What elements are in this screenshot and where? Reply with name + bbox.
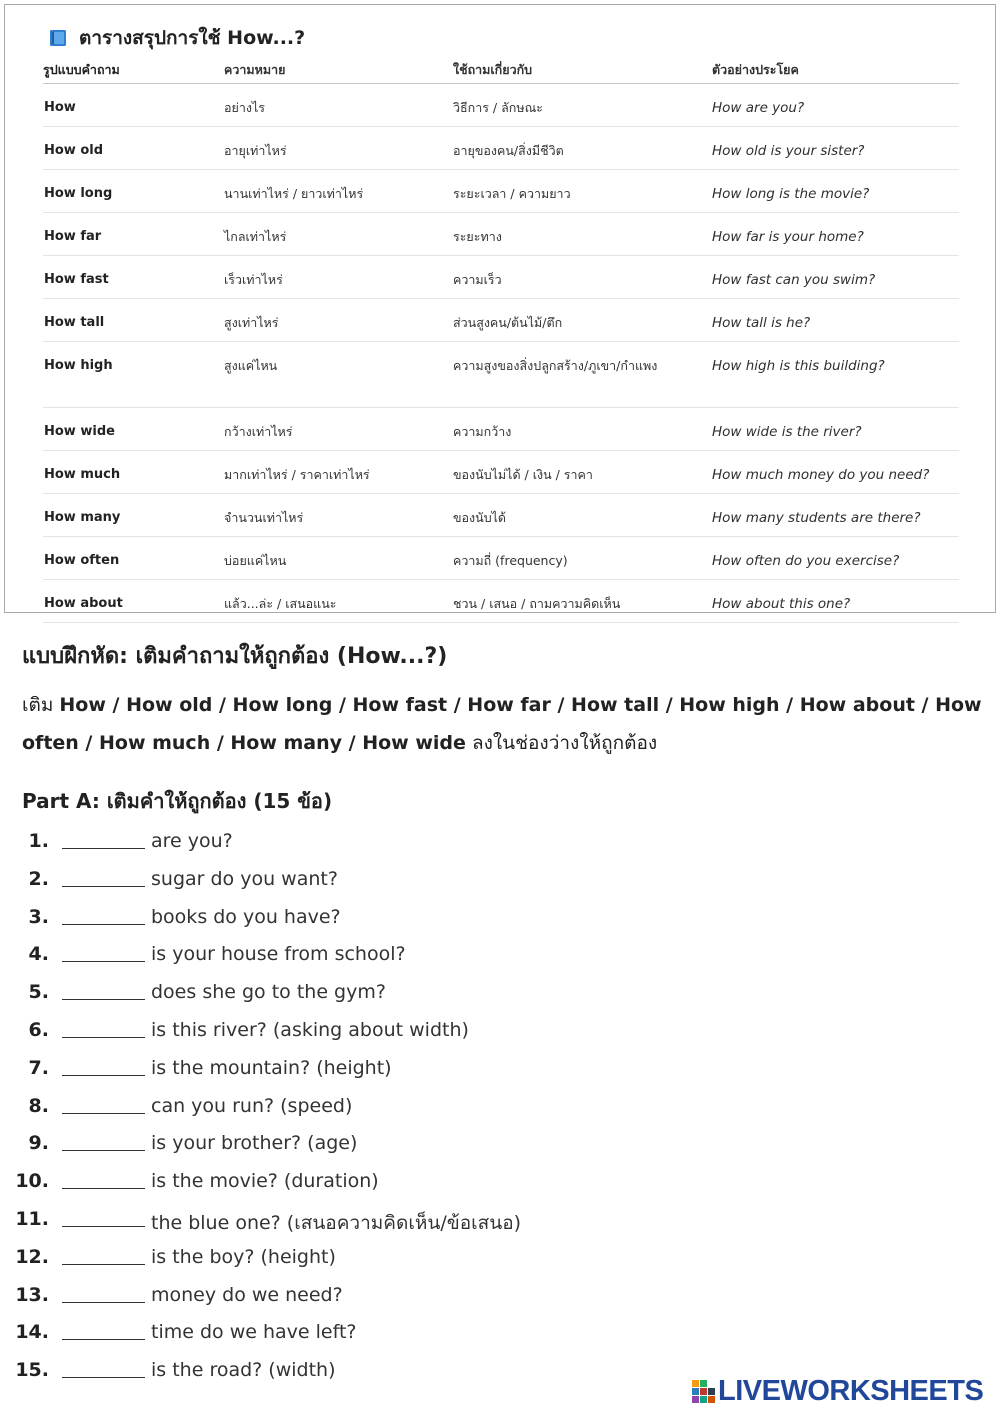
question-number: 15. xyxy=(15,1359,49,1382)
row-form: How fast xyxy=(44,272,109,287)
question-text: is the boy? (height) xyxy=(151,1245,336,1268)
row-example: How high is this building? xyxy=(712,358,885,374)
question-number: 12. xyxy=(15,1245,49,1268)
question-text: does she go to the gym? xyxy=(151,981,386,1004)
answer-blank[interactable] xyxy=(62,848,145,849)
question-number: 9. xyxy=(28,1132,49,1155)
question-item xyxy=(0,1053,1000,1091)
question-item xyxy=(0,1166,1000,1204)
answer-blank[interactable] xyxy=(62,961,145,962)
question-number: 5. xyxy=(28,981,49,1004)
question-number: 10. xyxy=(15,1170,49,1193)
row-meaning: สูงเท่าไหร่ xyxy=(224,315,279,330)
liveworksheets-logo-icon xyxy=(692,1380,716,1404)
question-item xyxy=(0,1128,1000,1166)
header-meaning: ความหมาย xyxy=(224,62,286,77)
table-title-text: ตารางสรุปการใช้ How...? xyxy=(79,27,306,49)
row-meaning: อายุเท่าไหร่ xyxy=(224,143,287,158)
exercise-title: แบบฝึกหัด: เติมคำถามให้ถูกต้อง (How...?) xyxy=(22,644,448,669)
row-meaning: สูงแค่ไหน xyxy=(224,358,278,373)
instruction-prefix: เติม xyxy=(22,694,54,716)
answer-blank[interactable] xyxy=(62,1113,145,1114)
instruction-words: How / How old / How long / How fast / How far / How tall / How high / How about / How often / How much / How many / How wide xyxy=(22,694,982,754)
question-text: can you run? (speed) xyxy=(151,1094,353,1117)
table-row xyxy=(43,170,959,213)
row-example: How fast can you swim? xyxy=(712,272,876,288)
question-item xyxy=(0,1015,1000,1053)
row-meaning: เร็วเท่าไหร่ xyxy=(224,272,283,287)
row-form: How xyxy=(44,100,76,115)
row-example: How about this one? xyxy=(712,596,851,612)
row-form: How far xyxy=(44,229,102,244)
table-body xyxy=(43,84,959,623)
row-about: วิธีการ / ลักษณะ xyxy=(453,100,543,115)
exercise-instruction xyxy=(22,686,992,762)
answer-blank[interactable] xyxy=(62,1150,145,1151)
row-meaning: บ่อยแค่ไหน xyxy=(224,553,287,568)
row-form: How many xyxy=(44,510,121,525)
row-meaning: นานเท่าไหร่ / ยาวเท่าไหร่ xyxy=(224,186,364,201)
row-form: How old xyxy=(44,143,104,158)
row-meaning: มากเท่าไหร่ / ราคาเท่าไหร่ xyxy=(224,467,370,482)
row-example: How wide is the river? xyxy=(712,424,862,440)
question-item xyxy=(0,1242,1000,1280)
question-text: time do we have left? xyxy=(151,1321,357,1344)
row-meaning: แล้ว...ล่ะ / เสนอแนะ xyxy=(224,596,337,611)
question-text: money do we need? xyxy=(151,1283,343,1306)
question-item xyxy=(0,1280,1000,1318)
table-row xyxy=(43,299,959,342)
question-number: 4. xyxy=(28,943,49,966)
question-number: 3. xyxy=(28,905,49,928)
row-about: ความสูงของสิ่งปลูกสร้าง/ภูเขา/กำแพง xyxy=(453,358,658,373)
table-row xyxy=(43,537,959,580)
table-row xyxy=(43,580,959,623)
row-form: How high xyxy=(44,358,113,373)
row-form: How wide xyxy=(44,424,115,439)
question-text: books do you have? xyxy=(151,905,341,928)
row-about: ความเร็ว xyxy=(453,272,502,287)
summary-table xyxy=(43,57,959,623)
question-text: is your house from school? xyxy=(151,943,406,966)
answer-blank[interactable] xyxy=(62,1188,145,1189)
answer-blank[interactable] xyxy=(62,1377,145,1378)
question-list xyxy=(0,826,1000,1393)
table-row xyxy=(43,213,959,256)
row-form: How often xyxy=(44,553,120,568)
row-meaning: จำนวนเท่าไหร่ xyxy=(224,510,304,525)
logo-text: LIVEWORKSHEETS xyxy=(718,1375,984,1407)
row-example: How old is your sister? xyxy=(712,143,865,159)
row-example: How much money do you need? xyxy=(712,467,930,483)
part-a-title: Part A: เติมคำให้ถูกต้อง (15 ข้อ) xyxy=(22,789,333,813)
question-item xyxy=(0,939,1000,977)
row-example: How often do you exercise? xyxy=(712,553,900,569)
question-item xyxy=(0,864,1000,902)
question-number: 14. xyxy=(15,1321,49,1344)
row-meaning: กว้างเท่าไหร่ xyxy=(224,424,293,439)
instruction-suffix: ลงในช่องว่างให้ถูกต้อง xyxy=(471,732,658,754)
row-example: How far is your home? xyxy=(712,229,864,245)
row-example: How many students are there? xyxy=(712,510,921,526)
table-row xyxy=(43,84,959,127)
table-row xyxy=(43,342,959,408)
question-text: is this river? (asking about width) xyxy=(151,1018,469,1041)
question-item xyxy=(0,826,1000,864)
row-about: ระยะเวลา / ความยาว xyxy=(453,186,571,201)
question-number: 1. xyxy=(28,830,49,852)
liveworksheets-logo xyxy=(692,1375,983,1408)
table-header-row xyxy=(43,57,959,84)
answer-blank[interactable] xyxy=(62,1037,145,1038)
summary-table-panel xyxy=(4,4,996,613)
question-number: 2. xyxy=(28,867,49,890)
row-about: อายุของคน/สิ่งมีชีวิต xyxy=(453,143,564,158)
row-form: How tall xyxy=(44,315,105,330)
row-form: How long xyxy=(44,186,113,201)
question-text: the blue one? (เสนอความคิดเห็น/ข้อเสนอ) xyxy=(151,1211,522,1234)
question-item xyxy=(0,902,1000,940)
answer-blank[interactable] xyxy=(62,924,145,925)
table-row xyxy=(43,127,959,170)
answer-blank[interactable] xyxy=(62,1339,145,1340)
answer-blank[interactable] xyxy=(62,1302,145,1303)
row-about: ของนับได้ xyxy=(453,510,507,525)
row-about: ความถี่ (frequency) xyxy=(453,553,568,568)
row-example: How long is the movie? xyxy=(712,186,870,202)
answer-blank[interactable] xyxy=(62,1226,145,1227)
question-number: 6. xyxy=(28,1018,49,1041)
question-number: 8. xyxy=(28,1094,49,1117)
table-row xyxy=(43,451,959,494)
table-row xyxy=(43,256,959,299)
row-meaning: อย่างไร xyxy=(224,100,265,115)
question-text: sugar do you want? xyxy=(151,867,338,890)
question-number: 7. xyxy=(28,1056,49,1079)
row-form: How much xyxy=(44,467,121,482)
table-row xyxy=(43,494,959,537)
question-text: are you? xyxy=(151,830,233,852)
question-text: is the road? (width) xyxy=(151,1359,336,1382)
answer-blank[interactable] xyxy=(62,999,145,1000)
question-item xyxy=(0,1204,1000,1242)
table-title xyxy=(49,23,305,53)
row-form: How about xyxy=(44,596,123,611)
answer-blank[interactable] xyxy=(62,1264,145,1265)
question-text: is the movie? (duration) xyxy=(151,1170,379,1193)
question-text: is the mountain? (height) xyxy=(151,1056,392,1079)
row-meaning: ไกลเท่าไหร่ xyxy=(224,229,287,244)
question-item xyxy=(0,1317,1000,1355)
question-text: is your brother? (age) xyxy=(151,1132,358,1155)
row-about: ของนับไม่ได้ / เงิน / ราคา xyxy=(453,467,593,482)
header-form: รูปแบบคำถาม xyxy=(43,62,120,77)
row-about: ชวน / เสนอ / ถามความคิดเห็น xyxy=(453,596,621,611)
row-example: How tall is he? xyxy=(712,315,811,331)
book-icon xyxy=(49,29,67,47)
row-example: How are you? xyxy=(712,100,805,116)
answer-blank[interactable] xyxy=(62,886,145,887)
table-row xyxy=(43,408,959,451)
row-about: ความกว้าง xyxy=(453,424,512,439)
question-number: 13. xyxy=(15,1283,49,1306)
question-item xyxy=(0,977,1000,1015)
question-number: 11. xyxy=(15,1207,49,1230)
question-item xyxy=(0,1091,1000,1129)
row-about: ระยะทาง xyxy=(453,229,502,244)
header-about: ใช้ถามเกี่ยวกับ xyxy=(453,62,533,77)
answer-blank[interactable] xyxy=(62,1075,145,1076)
row-about: ส่วนสูงคน/ต้นไม้/ตึก xyxy=(453,315,563,330)
header-example: ตัวอย่างประโยค xyxy=(712,62,799,77)
